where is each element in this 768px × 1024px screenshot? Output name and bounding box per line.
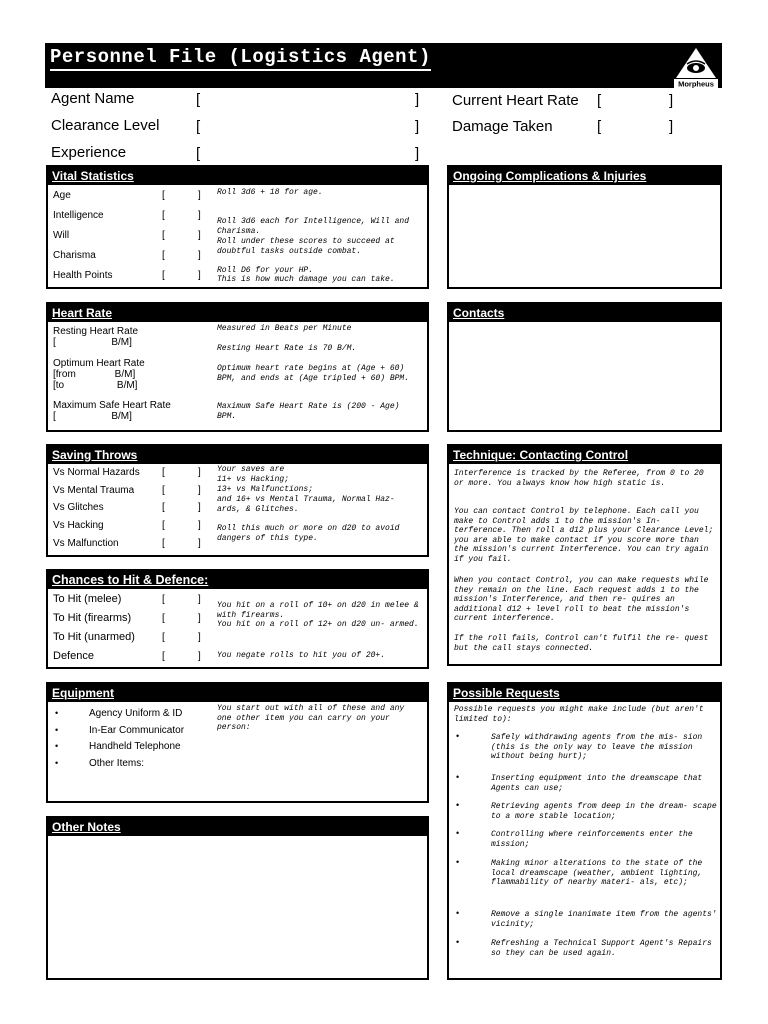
request-item: Making minor alterations to the state of the local dreamscape (weather, ambient lighting, flammability of nearby materi- als, etc);	[491, 859, 703, 887]
technique-paragraph: If the roll fails, Control can't fulfil the re- quest but the call stays connected.	[454, 634, 709, 653]
request-item: Safely withdrawing agents from the mis- sion (this is the only way to leave the mission without being hurt);	[491, 733, 703, 761]
equipment-item: Handheld Telephone	[89, 741, 181, 752]
field-open: [	[162, 520, 165, 531]
hit-note: You hit on a roll of 12+ on d20 un- armed.	[217, 620, 419, 629]
requests-intro: Possible requests you might make include (but aren't limited to):	[454, 705, 704, 724]
page-title: Personnel File (Logistics Agent)	[50, 46, 431, 71]
damage-open: [	[597, 118, 602, 135]
field-open: [	[162, 651, 165, 662]
bullet: •	[55, 741, 59, 751]
bullet: •	[456, 908, 460, 918]
resting-label: Resting Heart Rate	[53, 326, 139, 337]
bullet: •	[456, 731, 460, 741]
clearance-open: [	[196, 118, 201, 135]
bullet: •	[456, 857, 460, 867]
vital-note: This is how much damage you can take.	[217, 275, 395, 284]
other-notes-box	[46, 816, 429, 980]
field-close: ]	[198, 632, 201, 643]
row-label: To Hit (unarmed)	[53, 631, 135, 643]
saving-throws-box	[46, 444, 429, 557]
field-close: ]	[198, 190, 201, 201]
request-item: Remove a single inanimate item from the agents' vicinity;	[491, 910, 717, 929]
field-open: [	[162, 594, 165, 605]
field-close: ]	[198, 651, 201, 662]
agent-name-close: ]	[415, 91, 420, 108]
agent-name-label: Agent Name	[51, 90, 135, 107]
damage-close: ]	[669, 118, 674, 135]
field-open: [	[162, 613, 165, 624]
field-close: ]	[198, 270, 201, 281]
technique-title: Technique: Contacting Control	[449, 446, 720, 464]
hit-defence-title: Chances to Hit & Defence:	[48, 571, 427, 589]
heart-note: Measured in Beats per Minute	[217, 324, 352, 333]
row-label: Vs Glitches	[53, 502, 104, 513]
bullet: •	[55, 708, 59, 718]
request-item: Controlling where reinforcements enter the mission;	[491, 830, 693, 849]
equipment-item: In-Ear Communicator	[89, 725, 185, 736]
contacts-title: Contacts	[449, 304, 720, 322]
other-notes-title: Other Notes	[48, 818, 427, 836]
bullet: •	[456, 937, 460, 947]
contacts-box	[447, 302, 722, 432]
request-item: Retrieving agents from deep in the dream- scape to a more stable location;	[491, 802, 717, 821]
experience-open: [	[196, 145, 201, 162]
saves-note: Roll this much or more on d20 to avoid dangers of this type.	[217, 524, 400, 543]
complications-title: Ongoing Complications & Injuries	[449, 167, 720, 185]
equipment-box	[46, 682, 429, 803]
bullet: •	[456, 800, 460, 810]
logo-text: Morpheus	[678, 79, 714, 88]
resting-field: [ B/M]	[53, 337, 132, 348]
bullet: •	[55, 725, 59, 735]
heart-note: Maximum Safe Heart Rate is (200 - Age) BPM.	[217, 402, 400, 421]
saves-note: 11+ vs Hacking;	[217, 475, 290, 484]
vital-statistics-title: Vital Statistics	[48, 167, 427, 185]
saving-throws-title: Saving Throws	[48, 446, 427, 464]
field-close: ]	[198, 520, 201, 531]
bullet: •	[55, 758, 59, 768]
heart-rate-close: ]	[669, 92, 674, 109]
field-close: ]	[198, 467, 201, 478]
bullet: •	[456, 828, 460, 838]
heart-rate-title: Heart Rate	[48, 304, 427, 322]
heart-note: Optimum heart rate begins at (Age + 60) BPM, and ends at (Age tripled + 60) BPM.	[217, 364, 410, 383]
heart-rate-box	[46, 302, 429, 432]
saves-note: 13+ vs Malfunctions;	[217, 485, 314, 494]
technique-paragraph: Interference is tracked by the Referee, from 0 to 20 or more. You always know how high static is.	[454, 469, 704, 488]
max-field: [ B/M]	[53, 411, 132, 422]
requests-title: Possible Requests	[449, 684, 720, 702]
field-close: ]	[198, 230, 201, 241]
complications-box	[447, 165, 722, 289]
requests-box	[447, 682, 722, 980]
experience-label: Experience	[51, 144, 127, 161]
technique-paragraph: When you contact Control, you can make requests while they remain on the line. Each request adds 1 to the mission's Interference, and then re- quires an additional d12 + level roll to beat the mission's current interference.	[454, 576, 709, 623]
field-open: [	[162, 210, 165, 221]
damage-taken-label: Damage Taken	[452, 118, 553, 135]
field-open: [	[162, 632, 165, 643]
row-label: Vs Normal Hazards	[53, 467, 140, 478]
row-label: Age	[53, 190, 71, 201]
optimum-to-field: [to B/M]	[53, 380, 138, 391]
saves-note: Your saves are	[217, 465, 285, 474]
field-open: [	[162, 190, 165, 201]
field-open: [	[162, 270, 165, 281]
clearance-close: ]	[415, 118, 420, 135]
field-close: ]	[198, 594, 201, 605]
bullet: •	[456, 772, 460, 782]
optimum-from-field: [from B/M]	[53, 369, 136, 380]
vital-note: Roll 3d6 + 18 for age.	[217, 188, 323, 197]
vital-note: Roll D6 for your HP.	[217, 266, 314, 275]
field-close: ]	[198, 210, 201, 221]
row-label: Charisma	[53, 250, 96, 261]
row-label: Vs Hacking	[53, 520, 104, 531]
field-open: [	[162, 250, 165, 261]
field-close: ]	[198, 613, 201, 624]
row-label: Will	[53, 230, 70, 241]
field-close: ]	[198, 502, 201, 513]
hit-note: You negate rolls to hit you of 20+.	[217, 651, 386, 660]
equipment-note: You start out with all of these and any one other item you can carry on your person:	[217, 704, 405, 732]
field-open: [	[162, 230, 165, 241]
equipment-title: Equipment	[48, 684, 427, 702]
hit-defence-box	[46, 569, 429, 669]
field-open: [	[162, 485, 165, 496]
vital-note: Roll 3d6 each for Intelligence, Will and Charisma.	[217, 217, 410, 236]
heart-rate-open: [	[597, 92, 602, 109]
hit-note: You hit on a roll of 10+ on d20 in melee & with firearms.	[217, 601, 419, 620]
agent-name-open: [	[196, 91, 201, 108]
morpheus-logo	[672, 46, 720, 88]
field-close: ]	[198, 250, 201, 261]
row-label: Vs Malfunction	[53, 538, 119, 549]
equipment-item: Other Items:	[89, 758, 145, 769]
clearance-level-label: Clearance Level	[51, 117, 160, 134]
field-close: ]	[198, 538, 201, 549]
max-label: Maximum Safe Heart Rate	[53, 400, 171, 411]
row-label: To Hit (melee)	[53, 593, 122, 605]
request-item: Inserting equipment into the dreamscape that Agents can use;	[491, 774, 703, 793]
technique-box	[447, 444, 722, 666]
heart-note: Resting Heart Rate is 70 B/M.	[217, 344, 357, 353]
optimum-label: Optimum Heart Rate	[53, 358, 145, 369]
field-open: [	[162, 538, 165, 549]
experience-close: ]	[415, 145, 420, 162]
row-label: Defence	[53, 650, 94, 662]
current-heart-rate-label: Current Heart Rate	[452, 92, 579, 109]
field-close: ]	[198, 485, 201, 496]
vital-statistics-box	[46, 165, 429, 289]
saves-note: and 16+ vs Mental Trauma, Normal Haz- ards, & Glitches.	[217, 495, 395, 514]
vital-note: Roll under these scores to succeed at doubtful tasks outside combat.	[217, 237, 395, 256]
field-open: [	[162, 467, 165, 478]
technique-paragraph: You can contact Control by telephone. Each call you make to Control adds 1 to the mission's In- terference. Then roll a d12 plus your Clearance Level; you are able to make contact if you score more than the mission's current Interference. You can try again if you fail.	[454, 507, 714, 564]
field-open: [	[162, 502, 165, 513]
row-label: Health Points	[53, 270, 113, 281]
row-label: Vs Mental Trauma	[53, 485, 135, 496]
equipment-item: Agency Uniform & ID	[89, 708, 183, 719]
row-label: To Hit (firearms)	[53, 612, 132, 624]
request-item: Refreshing a Technical Support Agent's Repairs so they can be used again.	[491, 939, 712, 958]
row-label: Intelligence	[53, 210, 104, 221]
